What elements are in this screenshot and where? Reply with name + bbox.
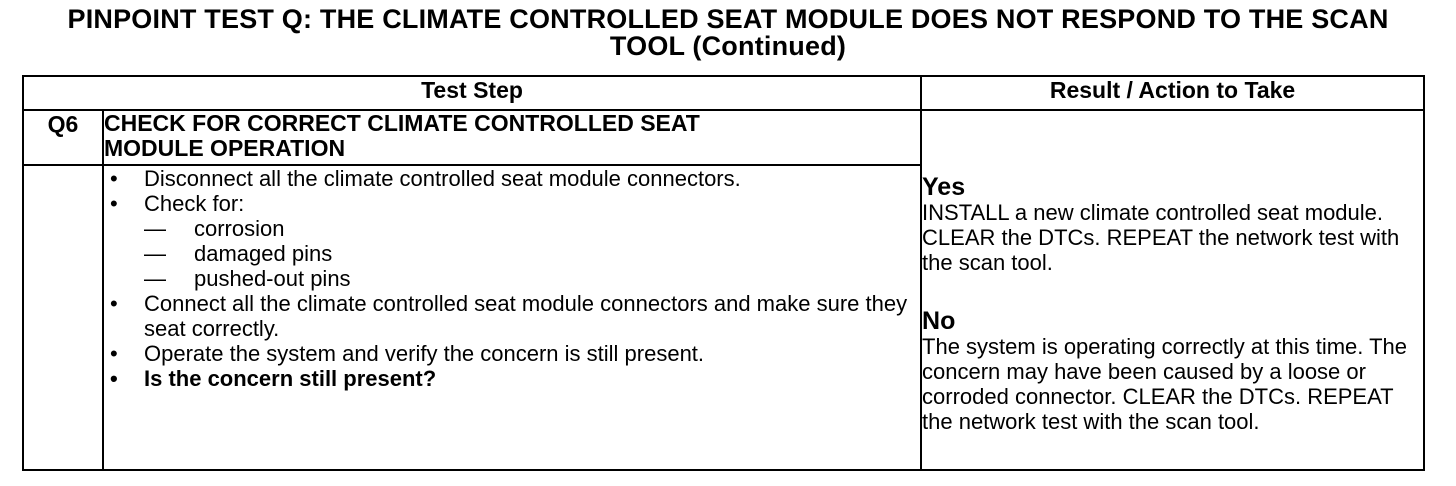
step-body-spacer	[23, 165, 103, 470]
list-item	[104, 341, 920, 366]
bullet-icon: •	[110, 341, 118, 366]
bullet-icon: •	[110, 166, 118, 191]
list-item-text: Check for:	[144, 191, 245, 216]
header-row	[23, 76, 1424, 110]
sub-list-item	[144, 241, 920, 266]
list-item-question	[104, 366, 920, 391]
bullet-icon: •	[110, 291, 118, 316]
dash-icon: —	[144, 241, 166, 266]
list-item-text: Connect all the climate controlled seat module connectors and make sure they seat correctly.	[144, 291, 908, 341]
list-item-text: Operate the system and verify the concern is still present.	[144, 341, 705, 366]
bullet-icon: •	[110, 191, 118, 216]
result-yes-label: Yes	[922, 173, 966, 201]
step-title-row	[23, 110, 1424, 165]
sub-list-item-text: damaged pins	[194, 241, 333, 266]
list-item-text: Disconnect all the climate controlled seat module connectors.	[144, 166, 741, 191]
page-title	[0, 6, 1456, 60]
dash-icon: —	[144, 266, 166, 291]
dash-icon: —	[144, 216, 166, 241]
step-id: Q6	[23, 110, 103, 165]
list-item	[104, 191, 920, 291]
question-text: Is the concern still present?	[144, 366, 437, 391]
sub-list-item	[144, 216, 920, 241]
step-list	[104, 166, 920, 391]
list-item	[104, 291, 920, 341]
sub-list-item-text: corrosion	[194, 216, 285, 241]
step-title-line-2: MODULE OPERATION	[104, 135, 346, 161]
title-line-1: PINPOINT TEST Q: THE CLIMATE CONTROLLED SEAT MODULE DOES NOT RESPOND TO THE SCAN	[67, 4, 1389, 34]
bullet-icon: •	[110, 366, 118, 391]
result-no	[922, 308, 1423, 434]
title-line-2: TOOL (Continued)	[609, 31, 847, 61]
result-cell	[921, 110, 1424, 470]
pinpoint-test-table	[22, 75, 1425, 471]
result-no-text: The system is operating correctly at this time. The concern may have been caused by a loose or corroded connector. CLEAR the DTCs. REPEAT the network test with the scan tool.	[922, 334, 1408, 434]
list-item	[104, 166, 920, 191]
result-yes-text: INSTALL a new climate controlled seat module. CLEAR the DTCs. REPEAT the network test with the scan tool.	[922, 200, 1400, 275]
sub-list	[144, 216, 920, 291]
sub-list-item-text: pushed-out pins	[194, 266, 351, 291]
sub-list-item	[144, 266, 920, 291]
result-yes	[922, 174, 1423, 275]
header-test-step: Test Step	[23, 76, 921, 110]
step-title	[103, 110, 921, 165]
step-title-line-1: CHECK FOR CORRECT CLIMATE CONTROLLED SEAT	[104, 110, 700, 136]
result-no-label: No	[922, 307, 956, 335]
step-body	[103, 165, 921, 470]
header-result: Result / Action to Take	[921, 76, 1424, 110]
